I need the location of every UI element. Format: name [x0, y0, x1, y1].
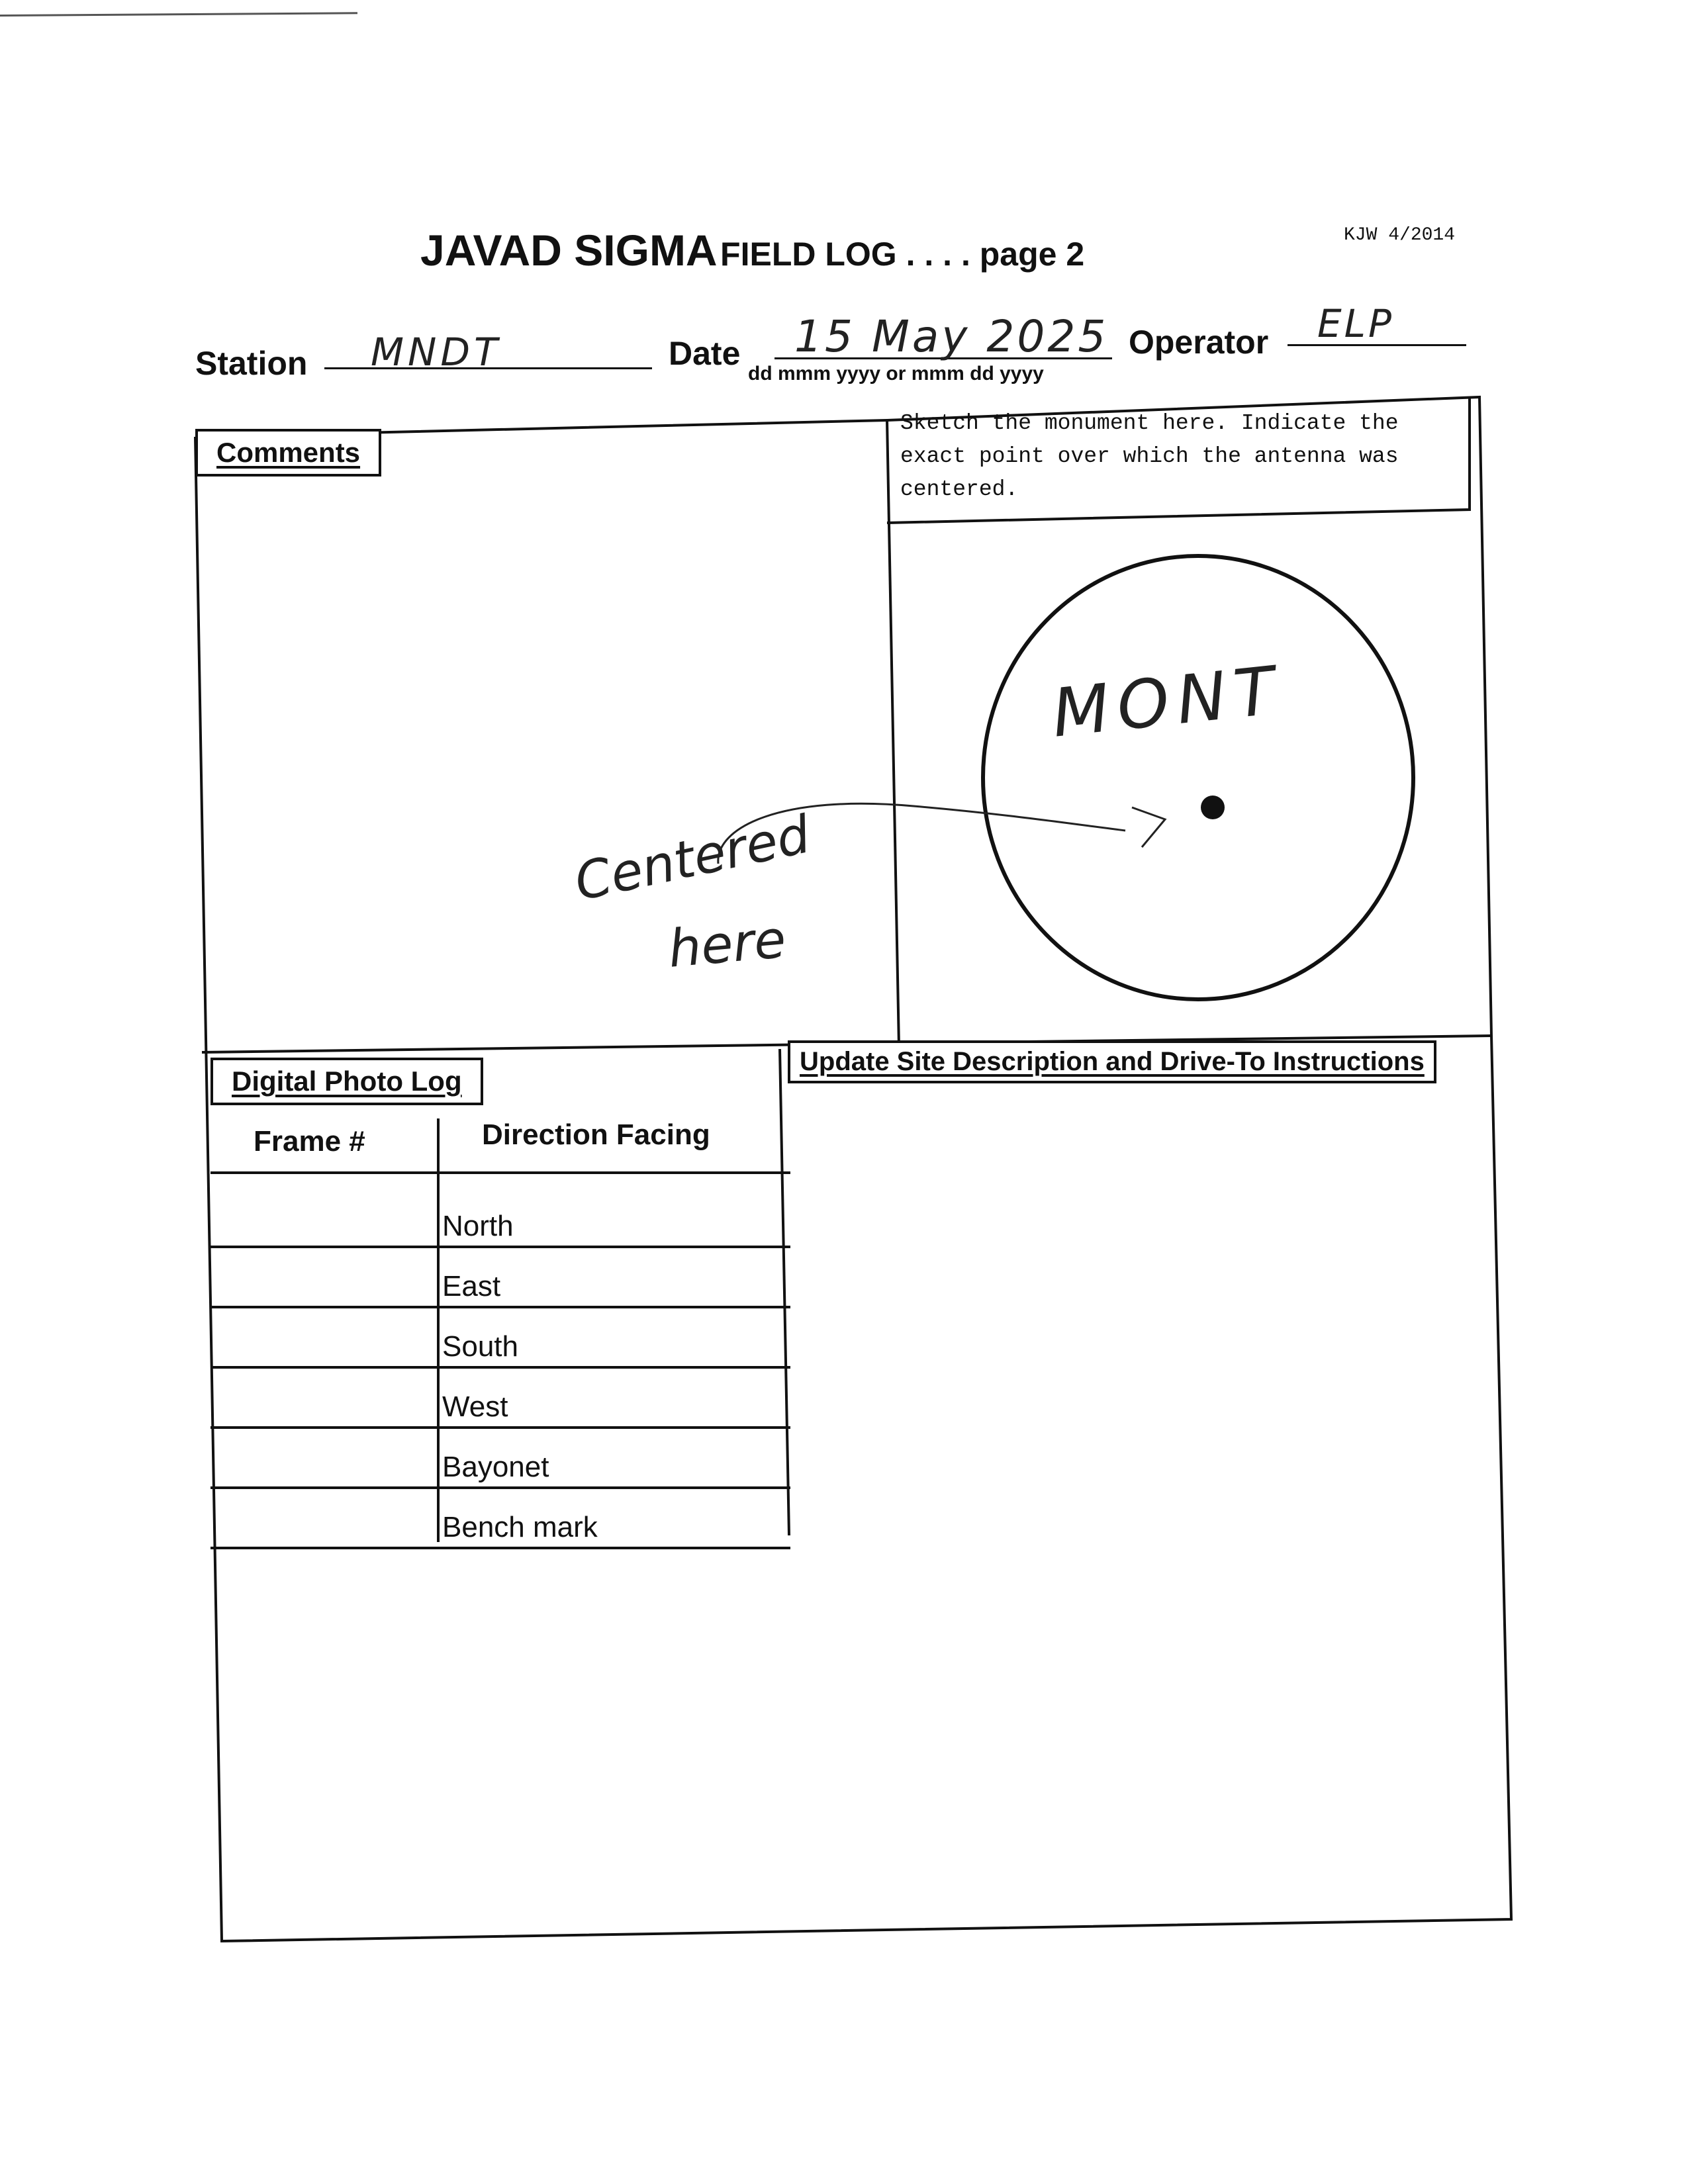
operator-label: Operator: [1129, 324, 1269, 361]
station-label: Station: [195, 345, 308, 382]
table-row[interactable]: [211, 1171, 790, 1246]
arrowhead: [1132, 807, 1165, 847]
direction-cell: North: [442, 1210, 514, 1242]
title-main: JAVAD SIGMA: [420, 226, 718, 275]
sketch-instructions: Sketch the monument here. Indicate the exact point over which the antenna was centered.: [900, 411, 1399, 502]
table-row[interactable]: [211, 1366, 790, 1426]
note-here: here: [666, 909, 788, 979]
date-label: Date: [669, 335, 741, 372]
col-direction-header: Direction Facing: [482, 1118, 710, 1151]
center-point-dot: [1201, 796, 1225, 819]
comments-heading: Comments: [195, 429, 381, 477]
date-format-hint: dd mmm yyyy or mmm dd yyyy: [748, 363, 1044, 385]
title-sub: FIELD LOG . . . . page 2: [720, 236, 1085, 273]
station-value[interactable]: MNDT: [371, 330, 502, 375]
note-centered: Centered: [569, 805, 816, 913]
table-row[interactable]: [211, 1426, 790, 1486]
direction-cell: Bayonet: [442, 1451, 549, 1483]
monument-circle: [983, 556, 1413, 999]
photo-table-header: [211, 1118, 790, 1171]
direction-cell: West: [442, 1390, 508, 1423]
site-description-heading: Update Site Description and Drive-To Instructions: [788, 1040, 1436, 1083]
direction-cell: East: [442, 1270, 501, 1302]
operator-value[interactable]: ELP: [1317, 301, 1394, 346]
table-row[interactable]: [211, 1486, 790, 1549]
photo-log-table: [211, 1118, 790, 1549]
direction-cell: Bench mark: [442, 1511, 598, 1543]
table-row[interactable]: [211, 1246, 790, 1306]
col-frame-header: Frame #: [254, 1125, 365, 1158]
date-value[interactable]: 15 May 2025: [794, 311, 1109, 362]
top-split-line: [887, 420, 899, 1047]
direction-cell: South: [442, 1330, 518, 1363]
monument-label: MONT: [1048, 651, 1287, 752]
photo-log-heading: Digital Photo Log: [211, 1058, 483, 1105]
revision-stamp: KJW 4/2014: [1344, 225, 1456, 246]
table-row[interactable]: [211, 1306, 790, 1366]
